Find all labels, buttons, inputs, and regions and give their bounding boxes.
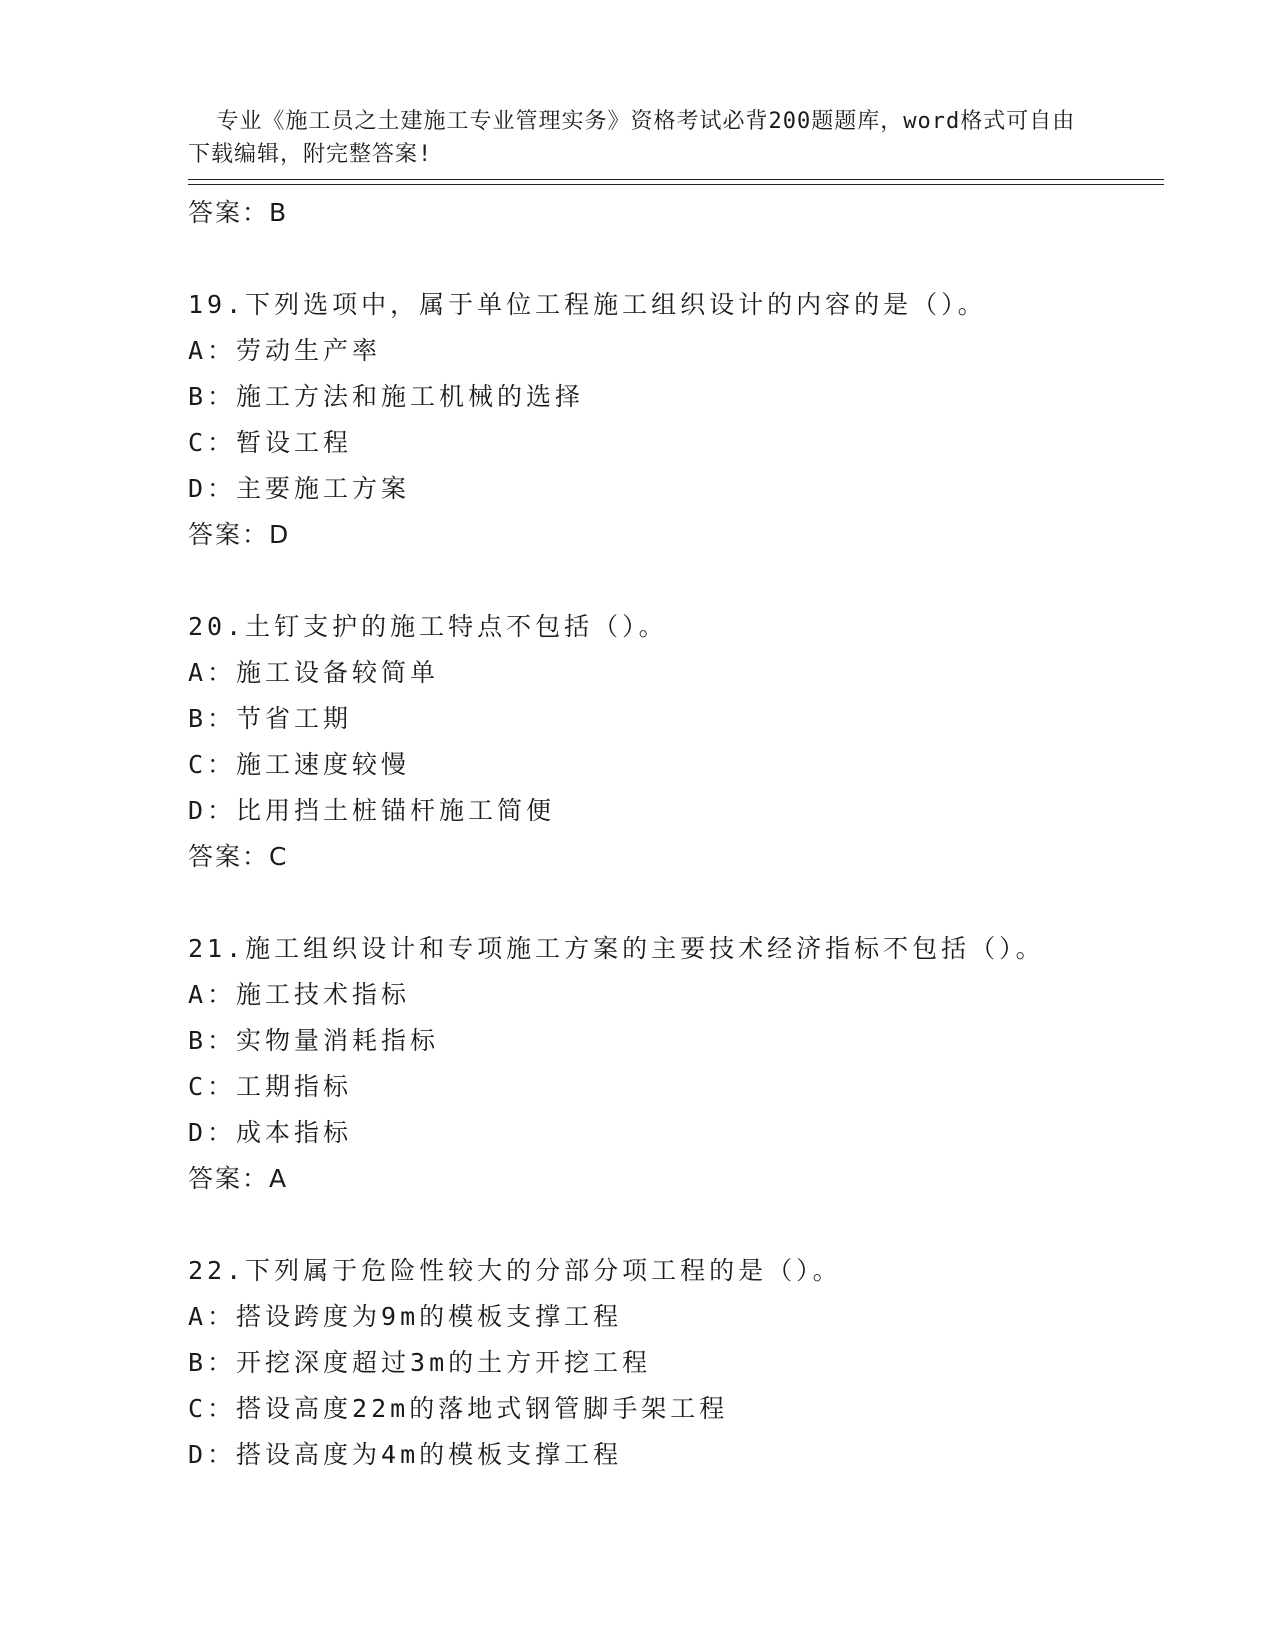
option-d: D：比用挡土桩锚杆施工简便 bbox=[188, 796, 556, 825]
spacer bbox=[188, 558, 1168, 604]
answer-line: 答案：D bbox=[188, 520, 291, 549]
question-stem: 20.土钉支护的施工特点不包括（）。 bbox=[188, 612, 668, 641]
answer-line: 答案：C bbox=[188, 842, 289, 871]
option-c: C：工期指标 bbox=[188, 1072, 353, 1101]
answer-line: 答案：A bbox=[188, 1164, 289, 1193]
option-b: B：实物量消耗指标 bbox=[188, 1026, 440, 1055]
question-stem: 19.下列选项中，属于单位工程施工组织设计的内容的是（）。 bbox=[188, 290, 987, 319]
option-b: B：开挖深度超过3m的土方开挖工程 bbox=[188, 1348, 652, 1377]
spacer bbox=[188, 1202, 1168, 1248]
header-title: 专业《施工员之土建施工专业管理实务》资格考试必背200题题库，word格式可自由下载编辑，附完整答案! bbox=[188, 109, 1076, 167]
page-header bbox=[188, 72, 1088, 171]
spacer bbox=[188, 236, 1168, 282]
option-a: A：搭设跨度为9m的模板支撑工程 bbox=[188, 1302, 623, 1331]
option-a: A：施工技术指标 bbox=[188, 980, 411, 1009]
option-d: D：成本指标 bbox=[188, 1118, 353, 1147]
option-d: D：主要施工方案 bbox=[188, 474, 411, 503]
question-stem: 21.施工组织设计和专项施工方案的主要技术经济指标不包括（）。 bbox=[188, 934, 1045, 963]
header-rule-bottom bbox=[188, 184, 1164, 185]
question-stem: 22.下列属于危险性较大的分部分项工程的是（）。 bbox=[188, 1256, 842, 1285]
option-a: A：施工设备较简单 bbox=[188, 658, 440, 687]
option-c: C：暂设工程 bbox=[188, 428, 353, 457]
spacer bbox=[188, 880, 1168, 926]
option-c: C：搭设高度22m的落地式钢管脚手架工程 bbox=[188, 1394, 729, 1423]
question-list bbox=[188, 190, 1168, 1478]
header-rule-top bbox=[188, 179, 1164, 180]
option-b: B：施工方法和施工机械的选择 bbox=[188, 382, 585, 411]
option-c: C：施工速度较慢 bbox=[188, 750, 411, 779]
option-b: B：节省工期 bbox=[188, 704, 353, 733]
answer-line: 答案：B bbox=[188, 198, 289, 227]
option-a: A：劳动生产率 bbox=[188, 336, 382, 365]
option-d: D：搭设高度为4m的模板支撑工程 bbox=[188, 1440, 623, 1469]
